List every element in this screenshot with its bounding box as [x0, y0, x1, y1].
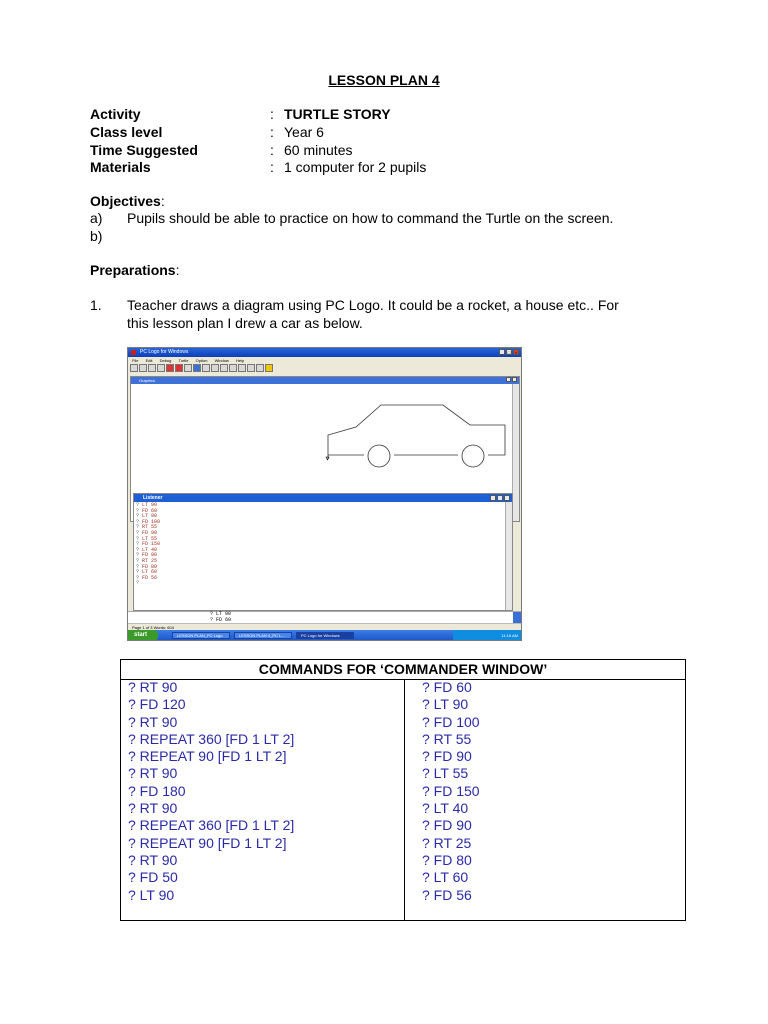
preparations-heading: Preparations:: [90, 262, 180, 278]
info-colon: :: [270, 106, 274, 122]
listener-line: ? RT 55: [136, 524, 158, 531]
maximize-icon: [512, 377, 517, 382]
command-item: ? FD 60: [422, 679, 472, 695]
listener-line: ? FD 100: [136, 518, 161, 525]
command-item: ? RT 90: [128, 679, 178, 695]
toolbar-button-icon: [166, 364, 174, 372]
info-colon: :: [270, 124, 274, 140]
command-item: ? RT 90: [128, 765, 178, 782]
command-item: ? FD 80: [422, 851, 472, 868]
listener-line: ? LT 90: [136, 513, 158, 520]
status-bar: Page 1 of 3 Words: 604: [128, 623, 521, 631]
listener-titlebar: Listener: [134, 494, 512, 502]
graphics-scrollbar: [512, 384, 519, 521]
system-tray: 11:16 AM: [453, 630, 521, 641]
listener-line: ? FD 90: [136, 529, 158, 536]
start-button: start: [128, 630, 158, 641]
maximize-icon: [497, 495, 503, 501]
command-item: ? FD 100: [422, 713, 480, 730]
listener-line: ? FD 150: [136, 541, 161, 548]
command-item: ? RT 90: [128, 851, 178, 868]
command-item: ? RT 55: [422, 730, 472, 747]
command-item: ? LT 90: [422, 696, 469, 713]
app-icon: [131, 350, 136, 355]
toolbar-button-icon: [184, 364, 192, 372]
menu-bar: [128, 357, 521, 364]
command-item: ? FD 150: [422, 782, 480, 799]
command-item: ? LT 90: [128, 886, 175, 903]
toolbar-button-icon: [139, 364, 147, 372]
graphics-titlebar: Graphics: [131, 377, 519, 384]
car-wheel: [368, 445, 390, 467]
listener-line: ? FD 60: [136, 507, 158, 514]
close-icon: [504, 495, 510, 501]
menu-option: Option: [195, 358, 208, 363]
listener-line: ? RT 25: [136, 557, 158, 564]
listener-line: ? LT 55: [136, 535, 158, 542]
toolbar-button-icon: [157, 364, 165, 372]
toolbar-button-icon: [130, 364, 138, 372]
command-item: ? RT 90: [128, 713, 178, 730]
menu-window: Window: [214, 358, 229, 363]
listener-lines: [136, 503, 160, 587]
taskbar-item: LESSON PLAN 4_PC L...: [234, 632, 292, 639]
info-value: Year 6: [284, 124, 324, 140]
listener-line: ? LT 60: [136, 569, 158, 576]
info-label: Time Suggested: [90, 142, 198, 158]
menu-turtle: Turtle: [178, 358, 189, 363]
info-label: Activity: [90, 106, 141, 122]
objectives-heading: Objectives:: [90, 193, 165, 209]
toolbar-button-icon: [229, 364, 237, 372]
window-controls: [499, 349, 519, 355]
commands-column-right: [422, 679, 480, 904]
minimize-icon: [506, 377, 511, 382]
toolbar-button-icon: [220, 364, 228, 372]
command-item: ? FD 90: [422, 817, 472, 834]
command-item: ? REPEAT 90 [FD 1 LT 2]: [128, 834, 287, 851]
commands-table: [120, 659, 686, 921]
info-colon: :: [270, 159, 274, 175]
toolbar-button-icon: [202, 364, 210, 372]
info-value: 1 computer for 2 pupils: [284, 159, 427, 175]
car-outline: [328, 405, 505, 459]
app-title: PC Logo for Windows: [140, 349, 189, 355]
objective-a-text: Pupils should be able to practice on how to command the Turtle on the screen.: [127, 210, 614, 226]
column-divider: [404, 679, 405, 920]
listener-line: ? FD 80: [136, 563, 158, 570]
minimize-icon: _: [500, 350, 504, 355]
command-item: ? REPEAT 90 [FD 1 LT 2]: [128, 748, 287, 765]
commands-column-left: [128, 679, 294, 904]
taskbar-item: PC Logo for Windows: [296, 632, 354, 639]
car-wheel: [462, 445, 484, 467]
command-item: ? LT 60: [422, 869, 469, 886]
command-item: ? FD 180: [128, 782, 186, 799]
preparation-item-number: 1.: [90, 297, 102, 313]
toolbar-button-icon: [193, 364, 201, 372]
toolbar-button-icon: [247, 364, 255, 372]
turtle-icon: [326, 457, 329, 460]
info-colon: :: [270, 142, 274, 158]
listener-scrollbar: [505, 502, 512, 610]
document-line: ? LT 90: [210, 611, 232, 617]
command-item: ? REPEAT 360 [FD 1 LT 2]: [128, 730, 295, 747]
page-title: LESSON PLAN 4: [328, 72, 440, 88]
toolbar-button-icon: [265, 364, 273, 372]
toolbar-button-icon: [238, 364, 246, 372]
info-label: Class level: [90, 124, 163, 140]
listener-line: ? FD 90: [136, 552, 158, 559]
listener-prompt: ?: [136, 580, 140, 587]
toolbar: [130, 364, 273, 374]
minimize-icon: [490, 495, 496, 501]
command-item: ? FD 50: [128, 869, 178, 886]
taskbar-item: LESSON PLAN_PC Logo: [172, 632, 230, 639]
info-value: TURTLE STORY: [284, 106, 391, 122]
preparation-item-text-cont: this lesson plan I drew a car as below.: [127, 315, 363, 331]
command-item: ? RT 25: [422, 834, 472, 851]
close-icon: ×: [514, 350, 518, 355]
listener-line: ? LT 40: [136, 546, 158, 553]
command-item: ? FD 56: [422, 886, 472, 903]
commands-table-header: COMMANDS FOR ‘COMMANDER WINDOW’: [121, 660, 685, 680]
maximize-icon: □: [507, 350, 511, 355]
info-label: Materials: [90, 159, 151, 175]
command-item: ? LT 55: [422, 765, 469, 782]
listener-line: ? LT 90: [136, 502, 158, 508]
document-line: ? FD 60: [210, 617, 232, 623]
objective-b-label: b): [90, 228, 103, 244]
taskbar: [128, 630, 521, 641]
toolbar-button-icon: [148, 364, 156, 372]
listener-window: [133, 493, 513, 611]
command-item: ? LT 40: [422, 800, 469, 817]
app-titlebar: [128, 348, 521, 357]
pc-logo-screenshot: [127, 347, 522, 641]
menu-help: Help: [235, 358, 245, 363]
command-item: ? FD 90: [422, 748, 472, 765]
listener-line: ? FD 56: [136, 574, 158, 581]
toolbar-button-icon: [211, 364, 219, 372]
objective-a-label: a): [90, 210, 103, 226]
info-value: 60 minutes: [284, 142, 353, 158]
command-item: ? RT 90: [128, 800, 178, 817]
menu-file: File: [132, 358, 139, 363]
menu-debug: Debug: [159, 358, 172, 363]
command-item: ? REPEAT 360 [FD 1 LT 2]: [128, 817, 295, 834]
toolbar-button-icon: [256, 364, 264, 372]
menu-edit: Edit: [145, 358, 153, 363]
toolbar-button-icon: [175, 364, 183, 372]
preparation-item-text: Teacher draws a diagram using PC Logo. It could be a rocket, a house etc.. For: [127, 297, 619, 313]
command-item: ? FD 120: [128, 696, 186, 713]
